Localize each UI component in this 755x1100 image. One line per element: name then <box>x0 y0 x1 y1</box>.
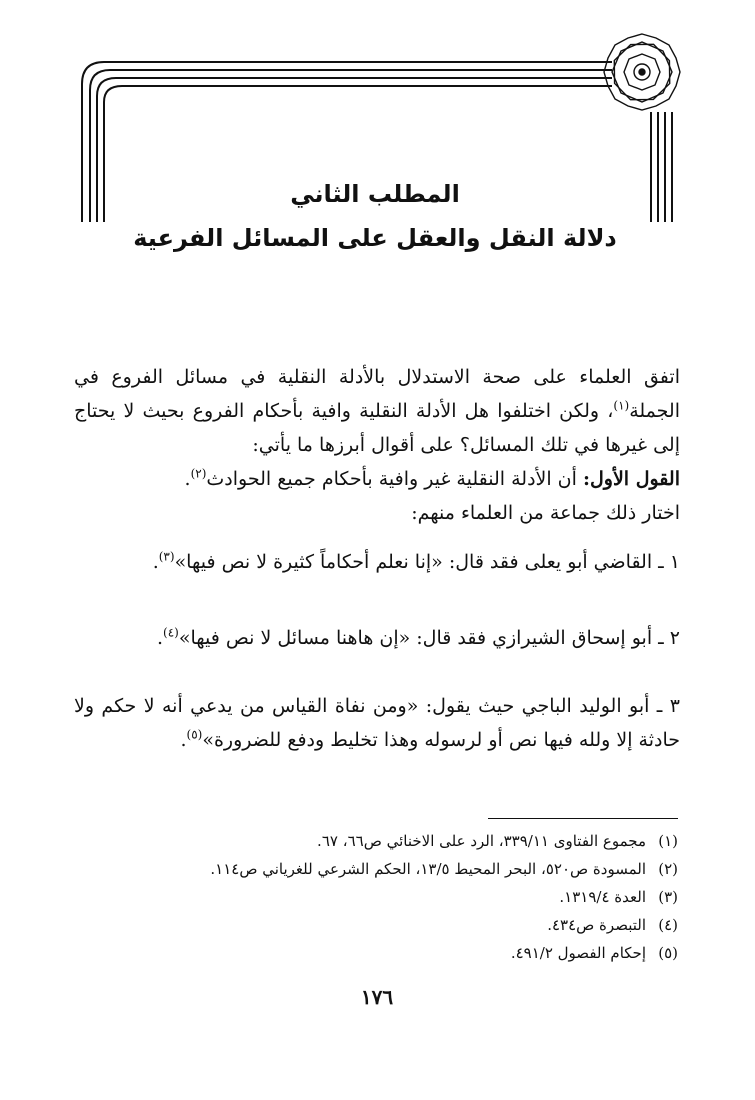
footnote-item <box>100 911 678 939</box>
paragraph-text: اتفق العلماء على صحة الاستدلال بالأدلة النقلية في مسائل الفروع في الجملة <box>74 366 680 422</box>
list-item-text: ٢ ـ أبو إسحاق الشيرازي فقد قال: «إن هاهنا مسائل لا نص فيها» <box>178 627 680 649</box>
footnote-ref[interactable]: (٤) <box>163 625 179 640</box>
paragraph-first-view <box>74 462 680 530</box>
footnote-item <box>100 855 678 883</box>
footnote-number: (٤) <box>658 916 678 934</box>
footnote-ref[interactable]: (٣) <box>158 549 175 564</box>
section-title: المطلب الثاني <box>290 180 460 208</box>
punctuation: . <box>152 551 159 573</box>
paragraph-text: اختار ذلك جماعة من العلماء منهم: <box>411 502 680 524</box>
list-item <box>74 621 680 655</box>
page-number: ١٧٦ <box>360 985 394 1009</box>
footnote-item <box>100 827 678 855</box>
list-item-text: ١ ـ القاضي أبو يعلى فقد قال: «إنا نعلم أحكاماً كثيرة لا نص فيها» <box>174 551 680 573</box>
punctuation: . <box>180 729 187 751</box>
list-item <box>74 689 680 757</box>
footnote-divider <box>488 818 678 819</box>
footnote-text: التبصرة ص٤٣٤. <box>547 916 646 934</box>
footnote-number: (١) <box>658 832 678 850</box>
section-subtitle: دلالة النقل والعقل على المسائل الفرعية <box>133 224 617 252</box>
footnote-ref[interactable]: (١) <box>613 398 630 413</box>
footnote-number: (٣) <box>658 888 678 906</box>
footnote-text: إحكام الفصول ٤٩١/٢. <box>510 944 646 962</box>
list-item-text: ٣ ـ أبو الوليد الباجي حيث يقول: «ومن نفاة القياس من يدعي أنه لا حكم ولا حادثة إلا ولله فيها نص أو لرسوله وهذا تخليط ودفع للضرورة» <box>74 695 680 751</box>
view-label: القول الأول: <box>582 468 680 490</box>
paragraph-text: ، ولكن اختلفوا هل الأدلة النقلية وافية بأحكام الفروع بحيث لا يحتاج إلى غيرها في تلك المسائل؟ على أقوال أبرزها ما يأتي: <box>74 400 680 456</box>
footnote-text: مجموع الفتاوى ٣٣٩/١١، الرد على الاخنائي ص٦٦، ٦٧. <box>317 832 646 850</box>
footnote-number: (٥) <box>658 944 678 962</box>
footnote-item <box>100 883 678 911</box>
paragraph-intro <box>74 360 680 462</box>
footnote-text: المسودة ص٥٢٠، البحر المحيط ١٣/٥، الحكم الشرعي للغرياني ص١١٤. <box>210 860 646 878</box>
footnote-ref[interactable]: (٢) <box>190 466 207 481</box>
list-item <box>74 545 680 579</box>
punctuation: . <box>156 627 164 649</box>
footnote-number: (٢) <box>658 860 678 878</box>
footnotes <box>100 827 678 967</box>
ornament-icon <box>603 33 681 111</box>
footnote-item <box>100 939 678 967</box>
footnote-ref[interactable]: (٥) <box>186 727 203 742</box>
punctuation: . <box>184 468 191 490</box>
paragraph-text: أن الأدلة النقلية غير وافية بأحكام جميع الحوادث <box>206 468 583 490</box>
footnote-text: العدة ١٣١٩/٤. <box>559 888 646 906</box>
